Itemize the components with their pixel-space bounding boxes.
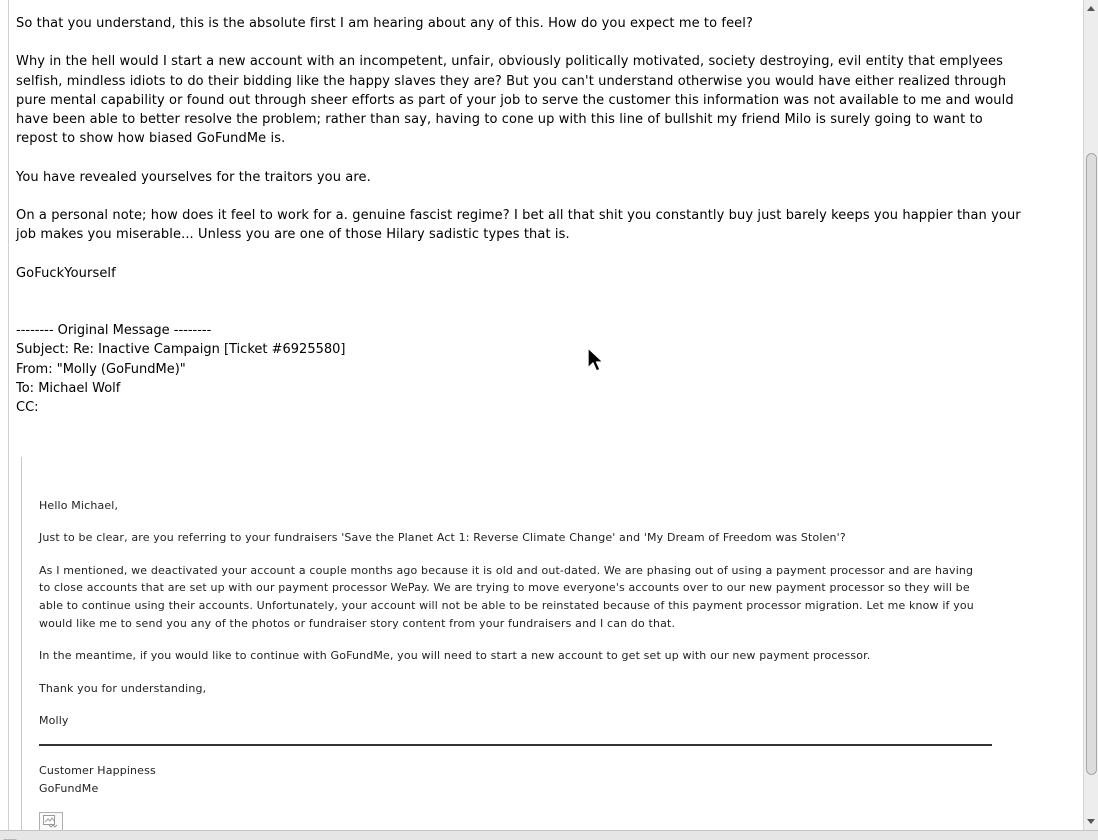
quoted-signer: Molly xyxy=(39,714,69,727)
reply-line: So that you understand, this is the absolute first I am hearing about any of this. How do you expect me to feel? xyxy=(16,16,753,31)
quote-indicator-bar xyxy=(21,457,22,830)
scroll-up-arrow-icon[interactable] xyxy=(1084,0,1098,16)
reply-line: Why in the hell would I start a new account with an incompetent, unfair, obviously politically motivated, society destroying, evil entity that emplyees xyxy=(16,54,1003,69)
reply-line: have been able to better resolve the problem; rather than say, having to cone up with this line of bullshit my friend Milo is surely going to want to xyxy=(16,112,983,127)
signature-title: Customer Happiness xyxy=(39,764,156,777)
original-cc: CC: xyxy=(16,400,39,415)
quoted-closing: Thank you for understanding, xyxy=(39,682,207,695)
reply-line: repost to show how biased GoFundMe is. xyxy=(16,131,286,146)
quoted-greeting: Hello Michael, xyxy=(39,499,119,512)
original-message-separator: -------- Original Message -------- xyxy=(16,323,212,338)
reply-line: On a personal note; how does it feel to work for a. genuine fascist regime? I bet all that shit you constantly buy just barely keeps you happier than your xyxy=(16,208,1021,223)
original-subject: Subject: Re: Inactive Campaign [Ticket #6925580] xyxy=(16,342,346,357)
signature-divider xyxy=(39,744,992,746)
quoted-line: able to continue using their accounts. Unfortunately, your account will not be able to be reinstated because of this payment processor migration. Let me know if you xyxy=(39,599,974,612)
scroll-down-arrow-icon[interactable] xyxy=(1084,814,1098,830)
quoted-line: to close accounts that are set up with our payment processor WePay. We are trying to move everyone's accounts over to our new payment processor so they will be xyxy=(39,581,970,594)
reply-line: pure mental capability or found out through sheer efforts as part of your job to serve the customer this information was not available to me and would xyxy=(16,93,1014,108)
reply-line: selfish, mindless idiots to do their bidding like the happy slaves they are? But you can't understand otherwise you would have either realized through xyxy=(16,74,1007,89)
signature-org: GoFundMe xyxy=(39,782,99,795)
status-bar-icon xyxy=(3,832,17,840)
quoted-line: would like me to send you any of the photos or fundraiser story content from your fundraisers and I can do that. xyxy=(39,617,676,630)
reply-line: job makes you miserable... Unless you are one of those Hilary sadistic types that is. xyxy=(16,227,570,242)
reply-line: You have revealed yourselves for the traitors you are. xyxy=(16,170,371,185)
quoted-line: As I mentioned, we deactivated your account a couple months ago because it is old and out-dated. We are phasing out of using a payment processor and are having xyxy=(39,564,974,577)
quoted-line: In the meantime, if you would like to continue with GoFundMe, you will need to start a new account to get set up with our new payment processor. xyxy=(39,649,871,662)
reply-signoff: GoFuckYourself xyxy=(16,266,116,281)
status-bar xyxy=(0,830,1098,840)
mouse-pointer-icon xyxy=(587,347,607,375)
scrollbar-thumb[interactable] xyxy=(1086,153,1097,775)
broken-image-icon xyxy=(39,812,63,830)
original-to: To: Michael Wolf xyxy=(16,381,121,396)
original-from: From: "Molly (GoFundMe)" xyxy=(16,362,186,377)
vertical-scrollbar[interactable] xyxy=(1083,0,1098,830)
message-left-border xyxy=(8,0,9,830)
quoted-line: Just to be clear, are you referring to your fundraisers 'Save the Planet Act 1: Reverse Climate Change' and 'My Dream of Freedom was Stolen'? xyxy=(39,531,846,544)
